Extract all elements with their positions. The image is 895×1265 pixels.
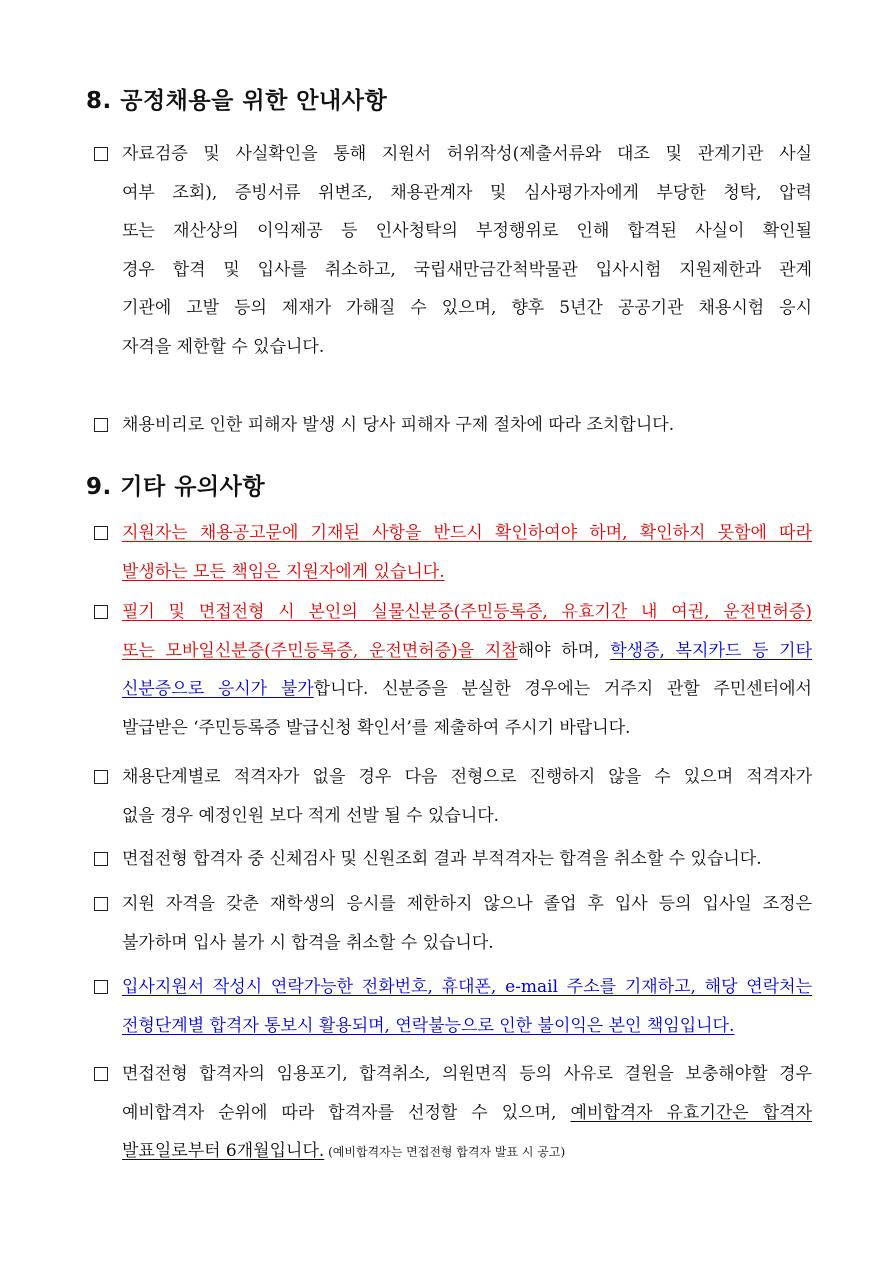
notice-text: 학생증, 복지카드 등 기타: [610, 640, 812, 661]
checkbox-icon: [94, 605, 108, 619]
section-9-item-5: [94, 885, 812, 962]
text-line: 기관에 고발 등의 제재가 가해질 수 있으며, 향후 5년간 공공기관 채용시험 응시: [122, 298, 812, 318]
text-line: 채용비리로 인한 피해자 발생 시 당사 피해자 구제 절차에 따라 조치합니다.: [122, 415, 675, 435]
section-8-item-2: [94, 406, 812, 445]
footnote-text: (예비합격자는 면접전형 합격자 발표 시 공고): [324, 1145, 566, 1159]
checkbox-icon: [94, 418, 108, 432]
text-line: 발급받은 ‘주민등록증 발급신청 확인서’를 제출하여 주시기 바랍니다.: [122, 717, 631, 738]
warning-text: 지원자는 채용공고문에 기재된 사항을 반드시 확인하여야 하며, 확인하지 못함에 따라: [122, 523, 812, 543]
checkbox-icon: [94, 526, 108, 540]
section-9-item-3: [94, 758, 812, 835]
text-line: 지원 자격을 갖춘 재학생의 응시를 제한하지 않으나 졸업 후 입사 등의 입사일 조정은: [122, 894, 812, 914]
section-9-item-6: [94, 968, 812, 1045]
text-line: 없을 경우 예정인원 보다 적게 선발 될 수 있습니다.: [122, 805, 500, 826]
checkbox-icon: [94, 147, 108, 161]
warning-text: 발생하는 모든 책임은 지원자에게 있습니다.: [122, 561, 445, 582]
checkbox-icon: [94, 1067, 108, 1081]
checkbox-icon: [94, 980, 108, 994]
text-line: 채용단계별로 적격자가 없을 경우 다음 전형으로 진행하지 않을 수 있으며 적격자가: [122, 767, 812, 787]
section-9-title: 9. 기타 유의사항: [86, 474, 266, 500]
warning-text: 또는 모바일신분증(주민등록증, 운전면허증)을 지참: [122, 640, 518, 661]
plain-text: 해야 하며,: [517, 640, 611, 661]
section-9-item-7: [94, 1055, 812, 1172]
notice-text: 입사지원서 작성시 연락가능한 전화번호, 휴대폰, e-mail 주소를 기재하고, 해당 연락처는: [122, 977, 812, 997]
text-line: 자격을 제한할 수 있습니다.: [122, 336, 325, 357]
text-line: 면접전형 합격자의 임용포기, 합격취소, 의원면직 등의 사유로 결원을 보충해야할 경우: [122, 1064, 812, 1084]
notice-text: 전형단계별 합격자 통보시 활용되며, 연락불능으로 인한 불이익은 본인 책임입니다.: [122, 1015, 735, 1036]
text-line: 경우 합격 및 입사를 취소하고, 국립새만금간척박물관 입사시험 지원제한과 관계: [122, 259, 812, 280]
section-9-item-2: [94, 593, 812, 747]
underlined-text: 발표일로부터 6개월입니다.: [122, 1141, 325, 1161]
checkbox-icon: [94, 770, 108, 784]
section-8-item-1: [94, 135, 812, 366]
underlined-text: 예비합격자 유효기간은 합격자: [570, 1102, 813, 1123]
warning-text: 필기 및 면접전형 시 본인의 실물신분증(주민등록증, 유효기간 내 여권, 운전면허증): [122, 602, 812, 622]
text-line: 또는 재산상의 이익제공 등 인사청탁의 부정행위로 인해 합격된 사실이 확인될: [122, 221, 812, 241]
checkbox-icon: [94, 852, 108, 866]
text-line: 면접전형 합격자 중 신체검사 및 신원조회 결과 부적격자는 합격을 취소할 수 있습니다.: [122, 849, 762, 869]
section-8-title: 8. 공정채용을 위한 안내사항: [86, 88, 388, 114]
text-line: 불가하며 입사 불가 시 합격을 취소할 수 있습니다.: [122, 932, 494, 953]
section-9-item-1: [94, 514, 812, 591]
section-9-item-4: [94, 840, 812, 879]
plain-text: 합니다. 신분증을 분실한 경우에는 거주지 관할 주민센터에서: [313, 679, 812, 699]
checkbox-icon: [94, 897, 108, 911]
text-line: 여부 조회), 증빙서류 위변조, 채용관계자 및 심사평가자에게 부당한 청탁, 압력: [122, 182, 812, 203]
text-line: 자료검증 및 사실확인을 통해 지원서 허위작성(제출서류와 대조 및 관계기관 사실: [122, 144, 812, 164]
notice-text: 신분증으로 응시가 불가: [122, 679, 314, 699]
plain-text: 예비합격자 순위에 따라 합격자를 선정할 수 있으며,: [122, 1102, 571, 1123]
